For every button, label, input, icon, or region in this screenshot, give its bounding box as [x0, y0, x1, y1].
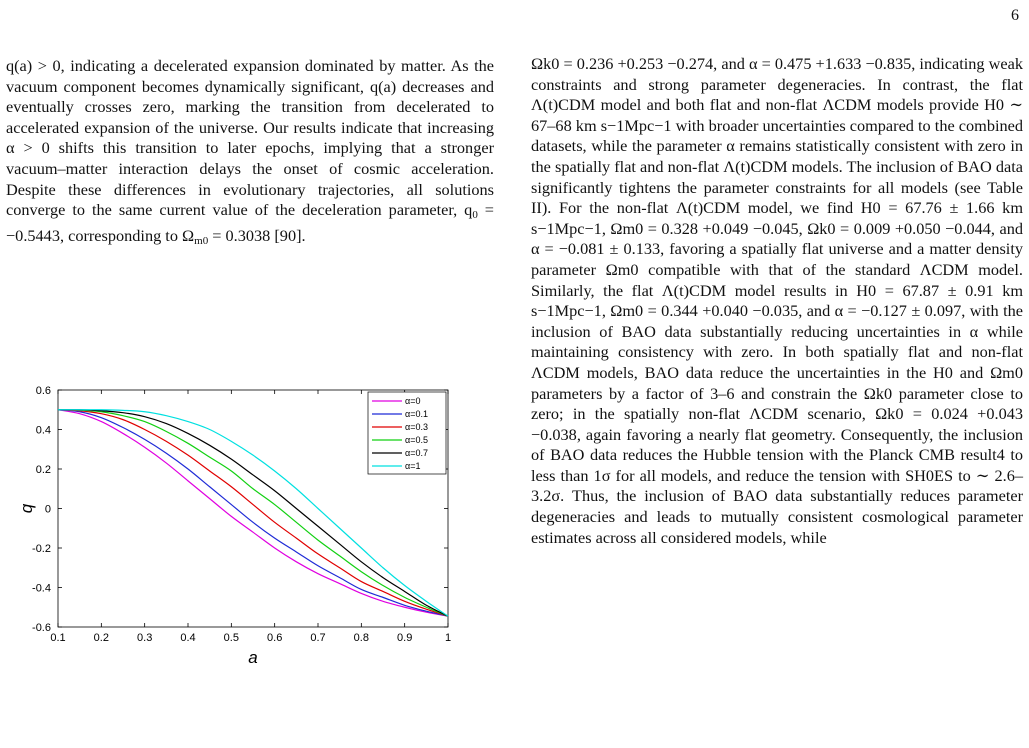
y-axis-label: q: [17, 503, 36, 514]
y-tick-label: 0.6: [35, 385, 51, 397]
legend-label-0: α=0: [405, 396, 421, 406]
x-tick-label: 0.5: [223, 632, 239, 644]
y-tick-label: 0.2: [35, 464, 51, 476]
x-tick-label: 0.9: [397, 632, 413, 644]
y-tick-label: 0.4: [35, 424, 51, 437]
x-tick-label: 0.7: [310, 632, 326, 644]
legend-label-4: α=0.7: [405, 448, 428, 458]
x-tick-label: 1: [444, 632, 452, 644]
left-paragraph: [6, 56, 494, 251]
left-paragraph-text-3: = 0.3038 [90].: [208, 225, 306, 245]
legend-label-3: α=0.5: [405, 435, 428, 445]
x-tick-label: 0.6: [267, 632, 283, 644]
y-tick-label: -0.4: [32, 582, 51, 595]
q-vs-a-chart: [12, 380, 464, 680]
x-tick-label: 0.8: [353, 632, 369, 644]
y-tick-label: -0.6: [32, 622, 51, 634]
x-axis-label: a: [248, 648, 258, 667]
left-paragraph-text: q(a) > 0, indicating a decelerated expansion dominated by matter. As the vacuum component becomes dynamically significant, q(a) decreases and eventually crosses zero, marking the transition from decelerated to accelerated expansion of the universe. Our results indicate that increasing α > 0 shifts this transition to later epochs, implying that a stronger vacuum–matter interaction delays the onset of cosmic acceleration. Despite these differences in evolutionary trajectories, all solutions converge to the same current value of the deceleration parameter, q: [6, 56, 494, 220]
deceleration-parameter-figure: [12, 380, 464, 680]
legend-label-2: α=0.3: [405, 422, 428, 432]
left-column-text: [6, 56, 494, 251]
legend-label-1: α=0.1: [405, 409, 428, 419]
y-tick-label: 0: [44, 503, 51, 516]
omega-subscript: m0: [194, 234, 209, 247]
y-tick-label: -0.2: [32, 543, 51, 555]
x-tick-label: 0.2: [93, 632, 109, 644]
left-paragraph-text-2: = −0.5443, corresponding to Ω: [6, 200, 494, 245]
x-tick-label: 0.1: [50, 632, 66, 644]
x-tick-label: 0.3: [137, 632, 153, 644]
legend-label-5: α=1: [405, 461, 421, 471]
page-number: 6: [1011, 7, 1019, 24]
q0-subscript: 0: [472, 208, 478, 221]
x-tick-label: 0.4: [180, 632, 196, 644]
right-paragraph: Ωk0 = 0.236 +0.253 −0.274, and α = 0.475 +1.633 −0.835, indicating weak constraints and strong parameter degeneracies. In contrast, the flat Λ(t)CDM model and both flat and non-flat ΛCDM models provide H0 ∼ 67–68 km s−1Mpc−1 with broader uncertainties compared to the combined datasets, while the parameter α remains statistically consistent with zero in the spatially flat and non-flat Λ(t)CDM models. The inclusion of BAO data significantly tightens the parameter constraints for all models (see Table II). For the non-flat Λ(t)CDM model, we find H0 = 67.76 ± 1.66 km s−1Mpc−1, Ωm0 = 0.328 +0.049 −0.045, Ωk0 = 0.009 +0.050 −0.044, and α = −0.081 ± 0.133, favoring a spatially flat universe and a matter density parameter Ωm0 compatible with that of the standard ΛCDM model. Similarly, the flat Λ(t)CDM model results in H0 = 67.87 ± 0.91 km s−1Mpc−1, Ωm0 = 0.344 +0.040 −0.035, and α = −0.127 ± 0.097, with the inclusion of BAO data substantially reducing uncertainties in α while maintaining consistency with zero. In both spatially flat and non-flat ΛCDM models, BAO data reduce the uncertainties in the H0 and Ωm0 parameters by a factor of 3–6 and constrain the Ωk0 parameter close to zero; in the spatially non-flat ΛCDM scenario, Ωk0 = 0.024 +0.043 −0.038, again favoring a nearly flat geometry. Consequently, the inclusion of BAO data reduces the Hubble tension with the Planck CMB result4 to less than 1σ for all models, and reduce the tension with SH0ES to ∼ 2.6–3.2σ. Thus, the inclusion of BAO data substantially reduces parameter degeneracies and leads to mutually consistent cosmological parameter estimates across all considered models, while: [531, 54, 1023, 547]
right-column-text: [531, 54, 1023, 548]
